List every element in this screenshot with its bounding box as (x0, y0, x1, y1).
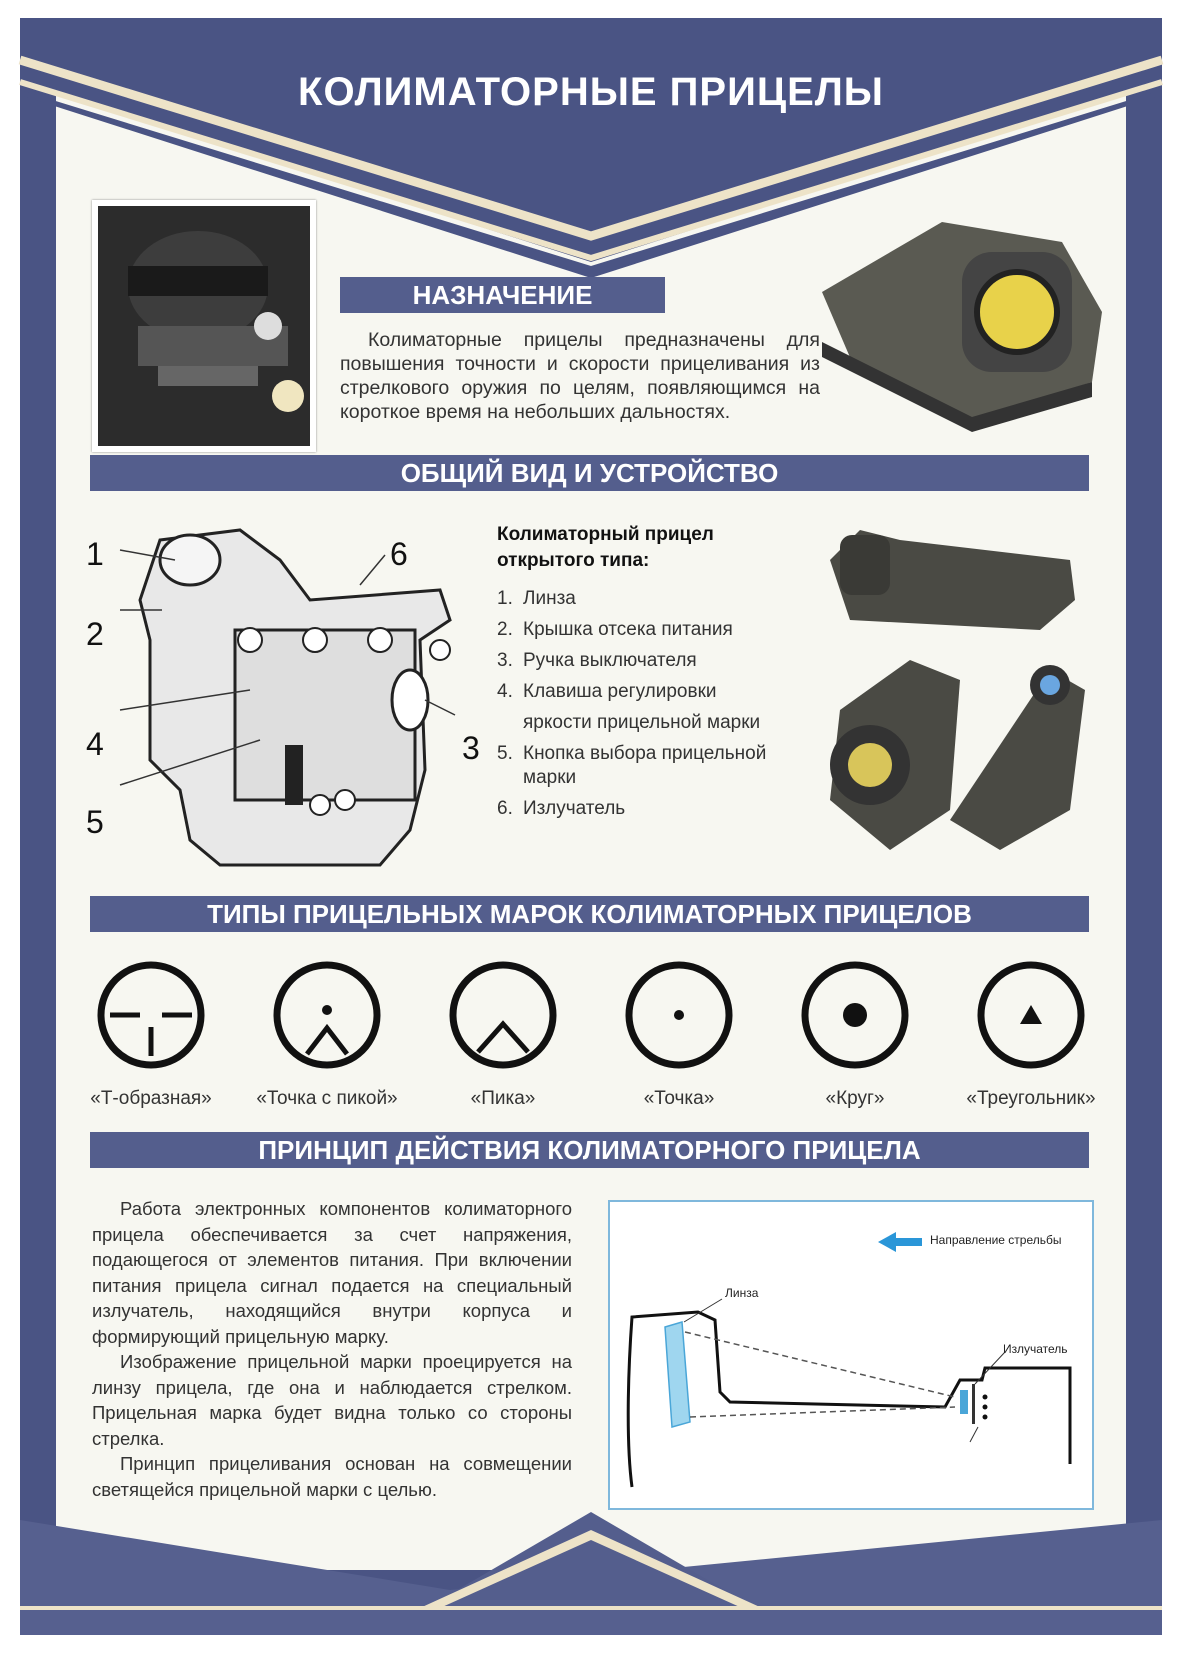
callout-2: 2 (86, 616, 104, 652)
principle-paragraph-3: Принцип прицеливания основан на совмещении светящейся прицельной марки с целью. (92, 1453, 572, 1500)
direction-label: Направление стрельбы (930, 1233, 1062, 1247)
part-item: 4. Клавиша регулировки (497, 681, 717, 702)
callout-3: 3 (462, 730, 480, 766)
mark-label-chevron: «Пика» (470, 1088, 536, 1109)
device-subheading-2: открытого типа: (497, 550, 650, 571)
dot-chevron-icon (277, 965, 377, 1065)
part-item: 2. Крышка отсека питания (497, 619, 733, 640)
device-drawing (80, 520, 480, 890)
part-item: 3. Ручка выключателя (497, 650, 697, 671)
device-subheading-1: Колиматорный прицел (497, 524, 714, 545)
callout-5: 5 (86, 804, 104, 840)
part-item: 1. Линза (497, 588, 576, 609)
marks-heading: ТИПЫ ПРИЦЕЛЬНЫХ МАРОК КОЛИМАТОРНЫХ ПРИЦЕЛОВ (90, 896, 1089, 932)
parts-list (497, 588, 817, 828)
lens-label: Линза (725, 1286, 759, 1300)
sight-photo-pair (820, 650, 1090, 870)
part-item: 6. Излучатель (497, 798, 626, 819)
callout-4: 4 (86, 726, 104, 762)
t-shape-icon (101, 965, 201, 1065)
callout-6: 6 (390, 536, 408, 572)
part-item: яркости прицельной марки (523, 712, 761, 733)
part-item: 5. Кнопка выбора прицельной (497, 743, 767, 764)
operator-photo (92, 200, 316, 452)
sight-photo-side (820, 520, 1080, 640)
sight-photo-top (812, 212, 1112, 432)
marks-row (0, 960, 1182, 1070)
principle-heading: ПРИНЦИП ДЕЙСТВИЯ КОЛИМАТОРНОГО ПРИЦЕЛА (90, 1132, 1089, 1168)
purpose-text: Колиматорные прицелы предназначены для повышения точности и скорости прицеливания из стрелкового оружия по целям, появляющимся на короткое время на небольших дальностях. (340, 329, 820, 423)
part-item: марки (523, 767, 577, 788)
big-dot-icon (805, 965, 905, 1065)
chevron-icon (453, 965, 553, 1065)
dot-icon (629, 965, 729, 1065)
poster-title: КОЛИМАТОРНЫЕ ПРИЦЕЛЫ (298, 70, 884, 114)
purpose-heading: НАЗНАЧЕНИЕ (340, 277, 665, 313)
mark-label-dot: «Точка» (643, 1088, 715, 1109)
mark-label-t: «Т-образная» (90, 1088, 212, 1109)
emitter-label: Излучатель (1003, 1342, 1068, 1356)
principle-paragraph-2: Изображение прицельной марки проецируется на линзу прицела, где она и наблюдается стрелком. Прицельная марка будет видна только со стороны стрелка. (92, 1351, 572, 1449)
mark-label-circle: «Круг» (825, 1088, 885, 1109)
principle-paragraph-1: Работа электронных компонентов колиматорного прицела обеспечивается за счет напряжения, подающегося от элементов питания. При включении питания прицела сигнал подается на специальный излучатель, находящийся внутри корпуса и формирующий прицельную марку. (92, 1198, 572, 1347)
callout-1: 1 (86, 536, 104, 572)
mark-label-triangle: «Треугольник» (966, 1088, 1096, 1109)
triangle-icon (981, 965, 1081, 1065)
device-heading: ОБЩИЙ ВИД И УСТРОЙСТВО (90, 455, 1089, 491)
mark-label-dot-chevron: «Точка с пикой» (256, 1088, 398, 1109)
